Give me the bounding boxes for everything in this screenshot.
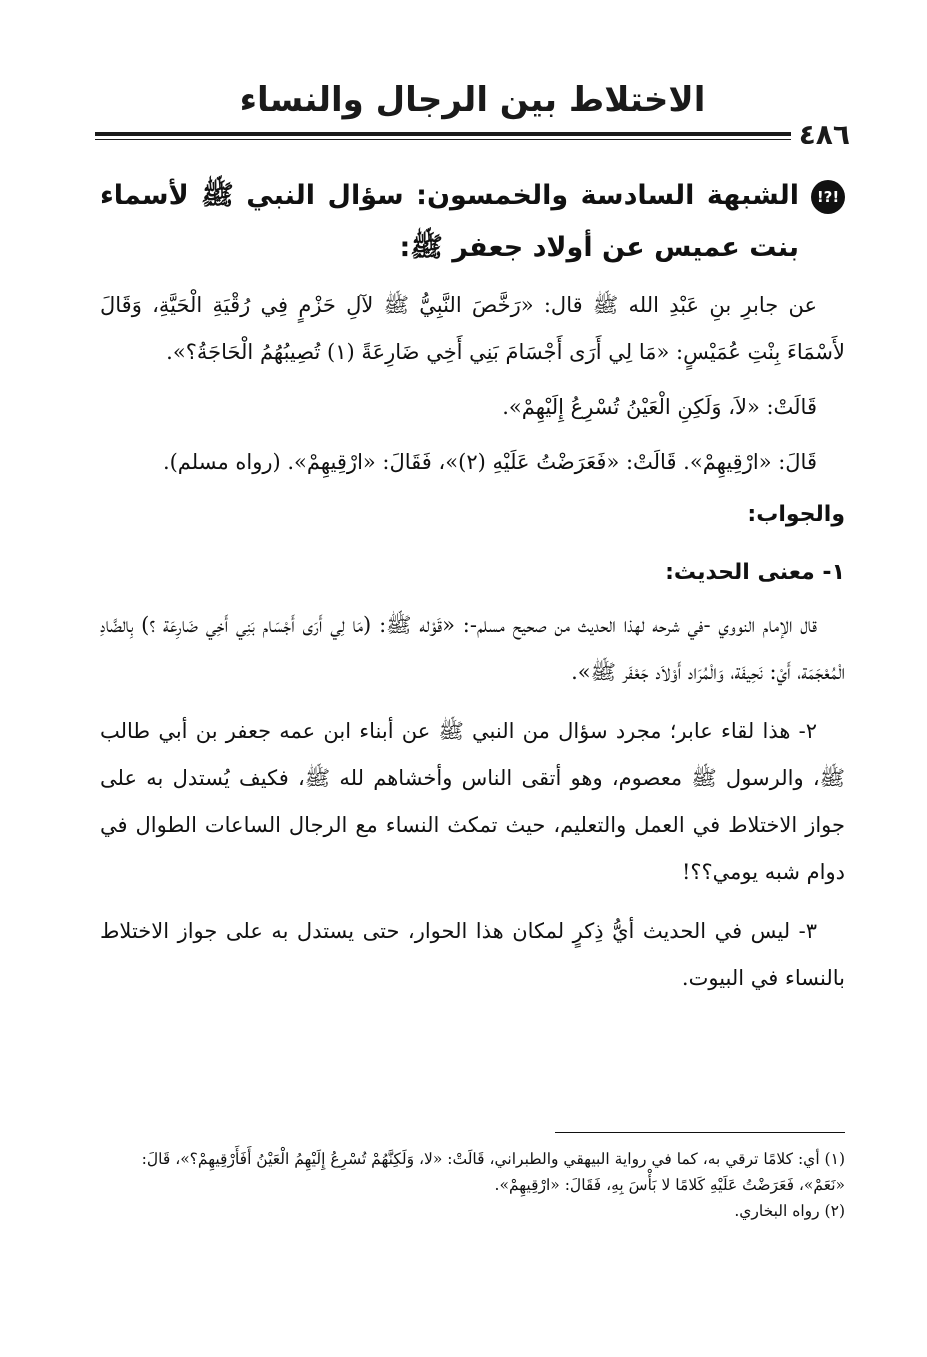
- main-content: [100, 170, 845, 1002]
- point-2-paragraph: ٢- هذا لقاء عابر؛ مجرد سؤال من النبي ﷺ عن أبناء ابن عمه جعفر بن أبي طالب ﷺ، والرسول ﷺ معصوم، وهو أتقى الناس وأخشاهم لله ﷺ، فكيف يُستدل به على جواز الاختلاط في العمل والتعليم، حيث تمكث النساء مع الرجال الساعات الطوال في دوام شبه يومي؟؟!: [100, 719, 845, 884]
- page-number: ٤٨٦: [791, 118, 850, 151]
- footnote-2: (٢) رواه البخاري.: [734, 1202, 845, 1220]
- spacer: [100, 274, 845, 282]
- nawawi-paragraph: قال الإمام النووي -في شرحه لهذا الحديث من صحيح مسلم-: «قَوْله ﷺ: (مَا لِي أَرَى أَجْسَام بَنِي أَخِي ضَارِعَة ؟) بِالضَّادِ الْمُعْجَمَة، أَيْ: نَحِيفَة، وَالْمُرَاد أَوْلاَد جَعْفَر ﷺ».: [100, 613, 845, 684]
- header-rule-thin: [95, 139, 850, 140]
- hadith-paragraph-2: قَالَتْ: «لاَ، وَلَكِنِ الْعَيْنُ تُسْرِعُ إِلَيْهِمْ».: [502, 395, 817, 419]
- section-heading-row: [100, 170, 845, 274]
- footnote-1: (١) أي: كلامًا ترقي به، كما في رواية البيهقي والطبراني، قَالَتْ: «لا، وَلَكِنَّهُمْ تُسْرِعُ إِلَيْهِمُ الْعَيْنُ أَفَأَرْقِيهِمْ؟»، قَالَ: «نَعَمْ»، فَعَرَضْتُ عَلَيْهِ كَلامًا لا بَأْسَ بِهِ، فَقَالَ: «ارْقِيهِمْ».: [141, 1150, 845, 1194]
- spacer: [100, 376, 845, 384]
- point-1-title: ١- معنى الحديث:: [665, 560, 845, 585]
- footnote-separator: [555, 1132, 845, 1133]
- footnotes: [100, 1146, 845, 1224]
- hadith-paragraph-3: قَالَ: «ارْقِيهِمْ». قَالَتْ: «فَعَرَضْتُ عَلَيْهِ (٢)»، فَقَالَ: «ارْقِيهِمْ». (رواه مسلم).: [162, 450, 817, 474]
- spacer: [100, 696, 845, 708]
- answer-title: والجواب:: [747, 502, 845, 527]
- question-bullet-icon: !?!: [811, 180, 845, 214]
- page-header: [95, 74, 850, 160]
- point-3-paragraph: ٣- ليس في الحديث أيُّ ذِكرٍ لمكان هذا الحوار، حتى يستدل به على جواز الاختلاط بالنساء في البيوت.: [100, 919, 845, 990]
- header-rule-thick: [95, 132, 850, 136]
- spacer: [100, 896, 845, 908]
- spacer: [100, 431, 845, 439]
- section-heading: الشبهة السادسة والخمسون: سؤال النبي ﷺ لأسماء بنت عميس عن أولاد جعفر ﷺ:: [100, 180, 799, 263]
- running-title: الاختلاط بين الرجال والنساء: [239, 80, 706, 120]
- hadith-paragraph-1: عن جابرِ بنِ عَبْدِ الله ﷺ قال: «رَخَّصَ النَّبِيُّ ﷺ لآلِ حَزْمٍ فِي رُقْيَةِ الْحَيَّةِ، وَقَالَ لأَسْمَاءَ بِنْتِ عُمَيْسٍ: «مَا لِي أَرَى أَجْسَامَ بَنِي أَخِي ضَارِعَةً (١) تُصِيبُهُمُ الْحَاجَةُ؟».: [100, 293, 845, 364]
